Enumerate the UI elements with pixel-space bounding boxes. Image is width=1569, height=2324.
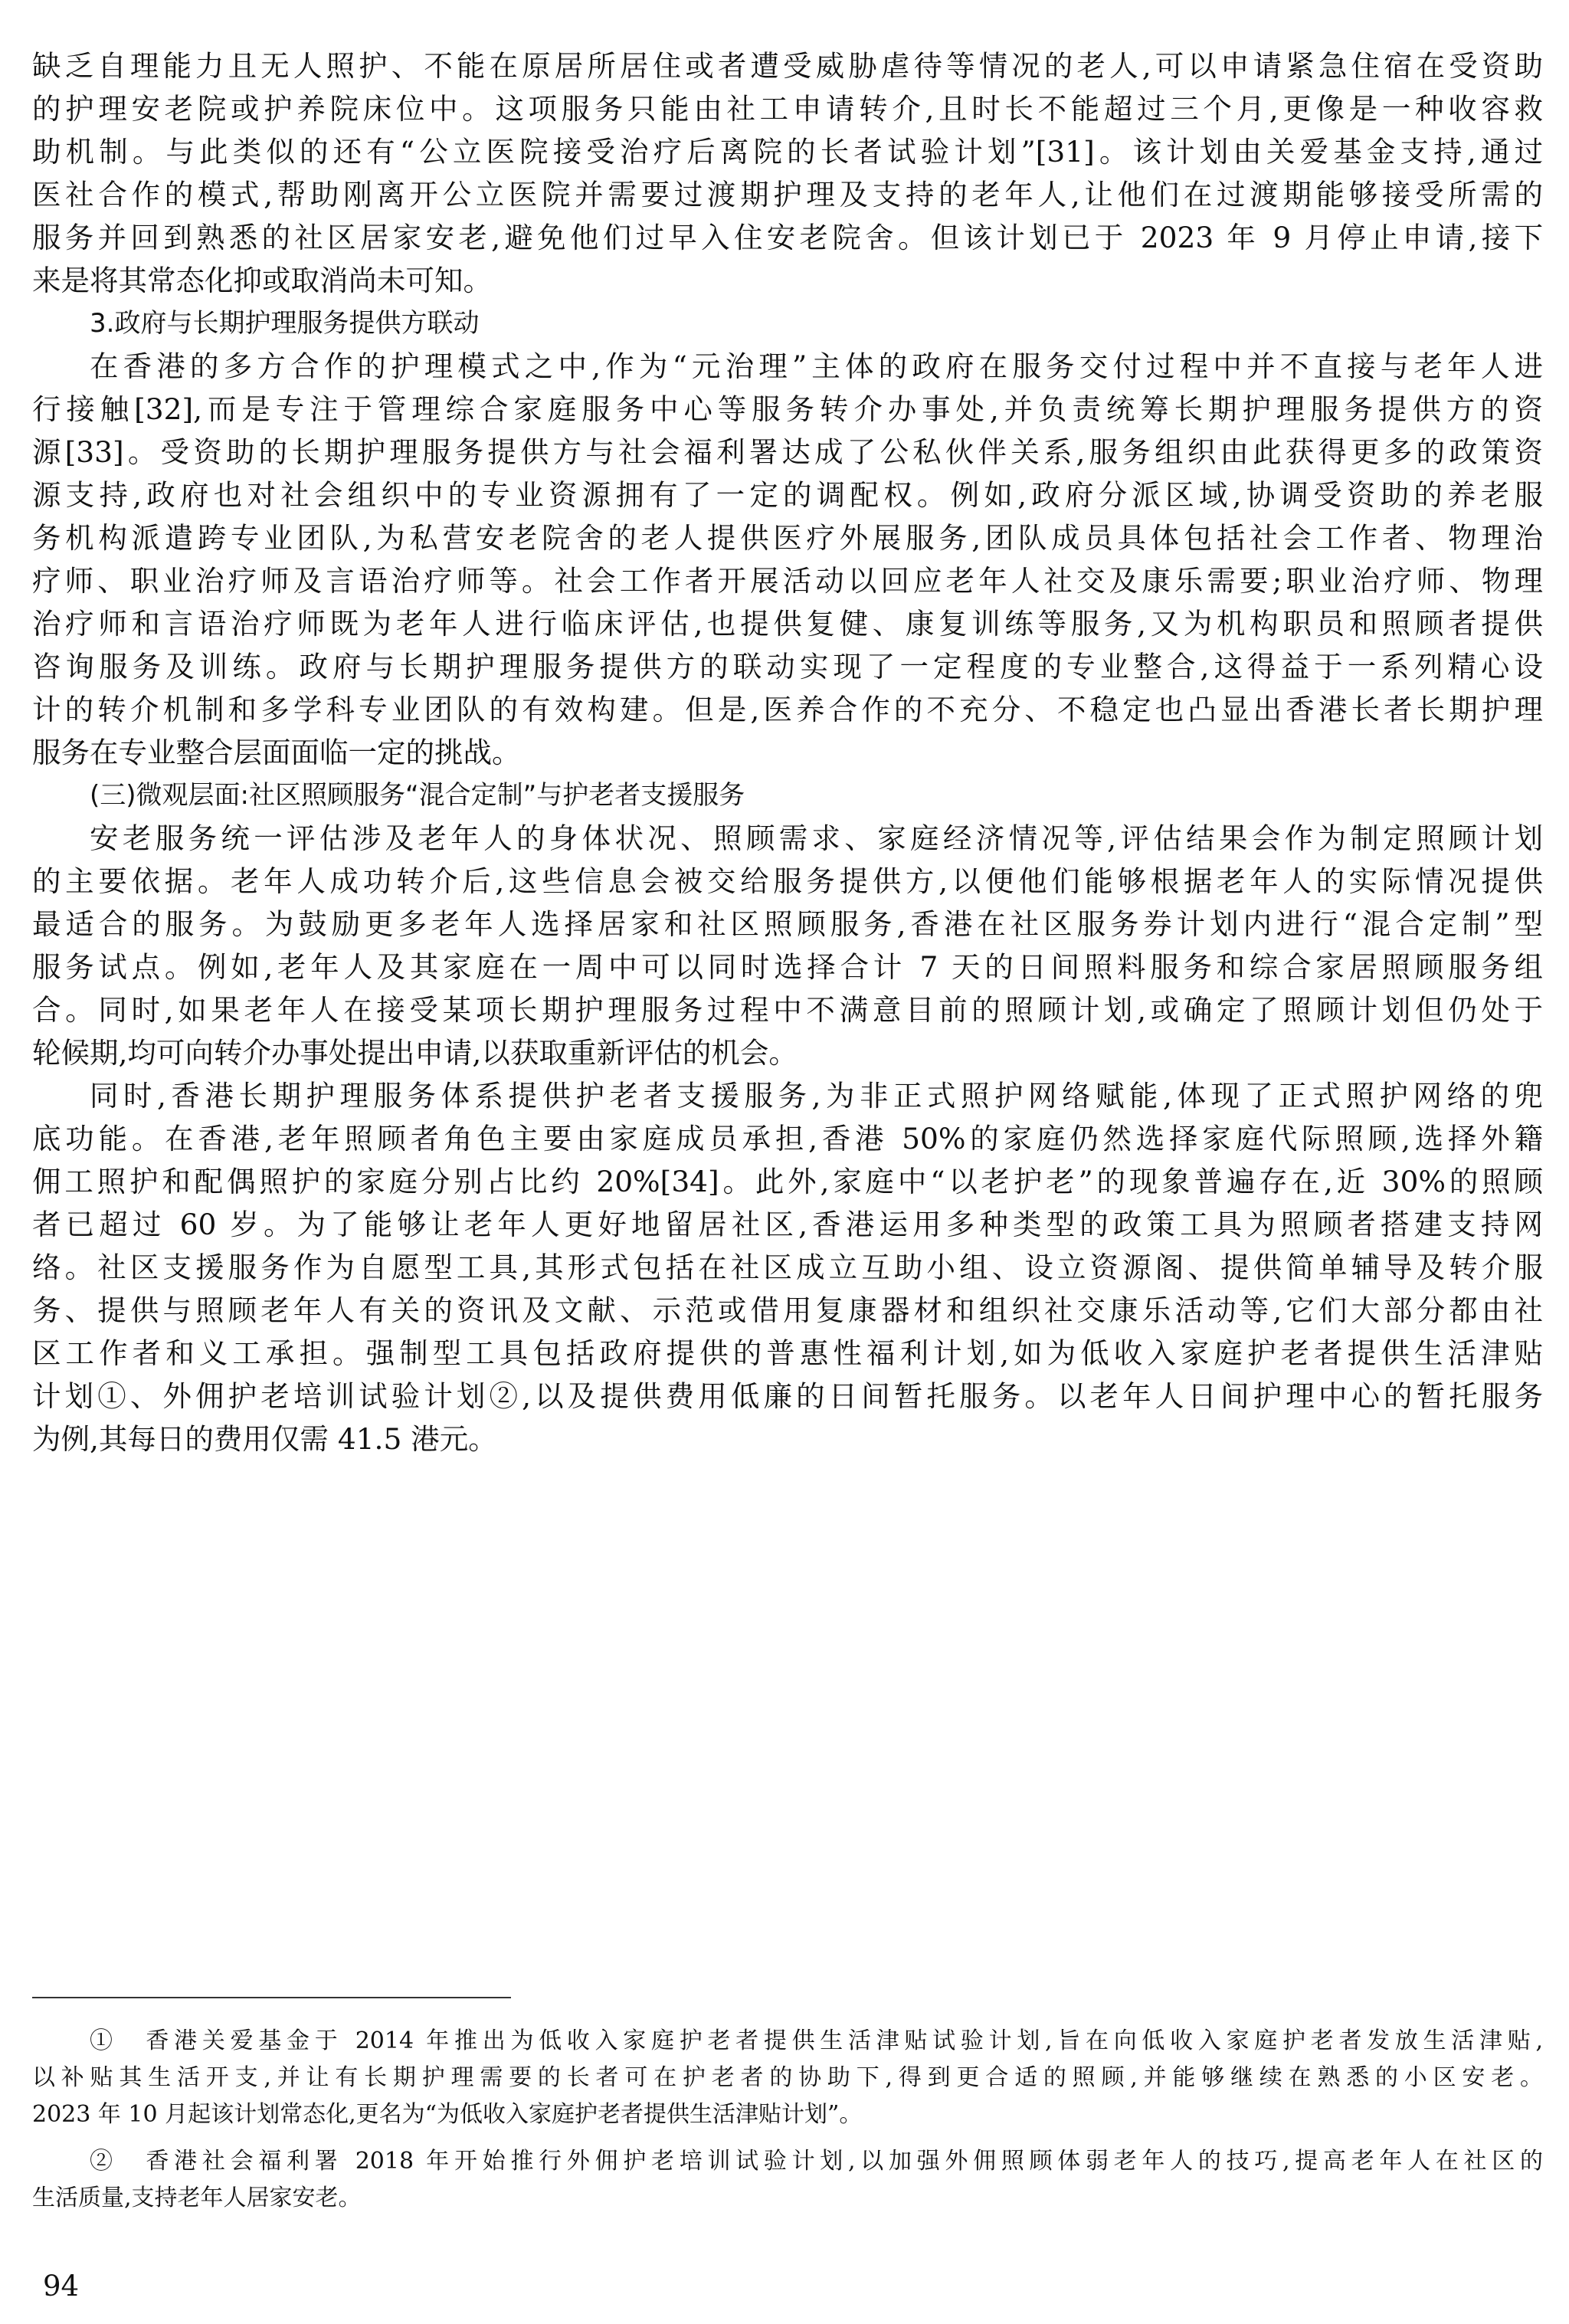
text-line: 医社合作的模式,帮助刚离开公立医院并需要过渡期护理及支持的老年人,让他们在过渡期能够接受所需的 <box>32 178 1543 211</box>
footnote-divider <box>32 1997 511 1998</box>
text-line: 者已超过 60 岁。为了能够让老年人更好地留居社区,香港运用多种类型的政策工具为照顾者搭建支持网 <box>32 1208 1543 1241</box>
text-line: 计划①、外佣护老培训试验计划②,以及提供费用低廉的日间暂托服务。以老年人日间护理中心的暂托服务 <box>32 1379 1543 1413</box>
text-line: 助机制。与此类似的还有“公立医院接受治疗后离院的长者试验计划”[31]。该计划由关爱基金支持,通过 <box>32 135 1543 169</box>
text-line: 咨询服务及训练。政府与长期护理服务提供方的联动实现了一定程度的专业整合,这得益于一系列精心设 <box>32 650 1543 683</box>
text-line: 佣工照护和配偶照护的家庭分别占比约 20%[34]。此外,家庭中“以老护老”的现象普遍存在,近 30%的照顾 <box>32 1165 1543 1198</box>
footnote-line: ① 香港关爱基金于 2014 年推出为低收入家庭护老者提供生活津贴试验计划,旨在向低收入家庭护老者发放生活津贴, <box>90 2027 1543 2054</box>
footnote-line: 生活质量,支持老年人居家安老。 <box>32 2185 362 2211</box>
section-heading: (三)微观层面:社区照顾服务“混合定制”与护老者支援服务 <box>90 780 745 811</box>
footnote-line: ② 香港社会福利署 2018 年开始推行外佣护老培训试验计划,以加强外佣照顾体弱老年人的技巧,提高老年人在社区的 <box>90 2148 1543 2175</box>
text-line: 最适合的服务。为鼓励更多老年人选择居家和社区照顾服务,香港在社区服务券计划内进行“混合定制”型 <box>32 907 1543 941</box>
footnote-line: 以补贴其生活开支,并让有长期护理需要的长者可在护老者的协助下,得到更合适的照顾,并能够继续在熟悉的小区安老。 <box>32 2064 1543 2091</box>
text-line: 同时,香港长期护理服务体系提供护老者支援服务,为非正式照护网络赋能,体现了正式照护网络的兜 <box>90 1079 1543 1113</box>
text-line: 务、提供与照顾老年人有关的资讯及文献、示范或借用复康器材和组织社交康乐活动等,它们大部分都由社 <box>32 1293 1543 1327</box>
section-heading: 3.政府与长期护理服务提供方联动 <box>90 308 480 339</box>
text-line: 底功能。在香港,老年照顾者角色主要由家庭成员承担,香港 50%的家庭仍然选择家庭代际照顾,选择外籍 <box>32 1122 1543 1155</box>
text-line: 源支持,政府也对社会组织中的专业资源拥有了一定的调配权。例如,政府分派区域,协调受资助的养老服 <box>32 478 1543 512</box>
page-number: 94 <box>43 2270 80 2303</box>
text-line: 务机构派遣跨专业团队,为私营安老院舍的老人提供医疗外展服务,团队成员具体包括社会工作者、物理治 <box>32 521 1543 555</box>
footnote-line: 2023 年 10 月起该计划常态化,更名为“为低收入家庭护老者提供生活津贴计划”。 <box>32 2101 863 2128</box>
text-line: 服务并回到熟悉的社区居家安老,避免他们过早入住安老院舍。但该计划已于 2023 年 9 月停止申请,接下 <box>32 221 1543 254</box>
text-line: 行接触[32],而是专注于管理综合家庭服务中心等服务转介办事处,并负责统筹长期护理服务提供方的资 <box>32 392 1543 426</box>
text-line: 安老服务统一评估涉及老年人的身体状况、照顾需求、家庭经济情况等,评估结果会作为制定照顾计划 <box>90 821 1543 855</box>
text-line: 轮候期,均可向转介办事处提出申请,以获取重新评估的机会。 <box>32 1036 798 1070</box>
text-line: 缺乏自理能力且无人照护、不能在原居所居住或者遭受威胁虐待等情况的老人,可以申请紧急住宿在受资助 <box>32 49 1543 83</box>
text-line: 来是将其常态化抑或取消尚未可知。 <box>32 264 492 297</box>
text-line: 源[33]。受资助的长期护理服务提供方与社会福利署达成了公私伙伴关系,服务组织由此获得更多的政策资 <box>32 435 1543 469</box>
text-line: 区工作者和义工承担。强制型工具包括政府提供的普惠性福利计划,如为低收入家庭护老者提供生活津贴 <box>32 1336 1543 1370</box>
text-line: 为例,其每日的费用仅需 41.5 港元。 <box>32 1422 497 1456</box>
text-line: 治疗师和言语治疗师既为老年人进行临床评估,也提供复健、康复训练等服务,又为机构职员和照顾者提供 <box>32 607 1543 641</box>
text-line: 服务试点。例如,老年人及其家庭在一周中可以同时选择合计 7 天的日间照料服务和综合家居照顾服务组 <box>32 950 1543 984</box>
text-line: 络。社区支援服务作为自愿型工具,其形式包括在社区成立互助小组、设立资源阁、提供简单辅导及转介服 <box>32 1251 1543 1284</box>
text-line: 的护理安老院或护养院床位中。这项服务只能由社工申请转介,且时长不能超过三个月,更像是一种收容救 <box>32 92 1543 126</box>
text-line: 的主要依据。老年人成功转介后,这些信息会被交给服务提供方,以便他们能够根据老年人的实际情况提供 <box>32 864 1543 898</box>
text-line: 计的转介机制和多学科专业团队的有效构建。但是,医养合作的不充分、不稳定也凸显出香港长者长期护理 <box>32 693 1543 726</box>
text-line: 服务在专业整合层面面临一定的挑战。 <box>32 736 521 769</box>
text-line: 在香港的多方合作的护理模式之中,作为“元治理”主体的政府在服务交付过程中并不直接与老年人进 <box>90 349 1543 383</box>
text-line: 疗师、职业治疗师及言语治疗师等。社会工作者开展活动以回应老年人社交及康乐需要;职业治疗师、物理 <box>32 564 1543 598</box>
text-line: 合。同时,如果老年人在接受某项长期护理服务过程中不满意目前的照顾计划,或确定了照顾计划但仍处于 <box>32 993 1543 1027</box>
